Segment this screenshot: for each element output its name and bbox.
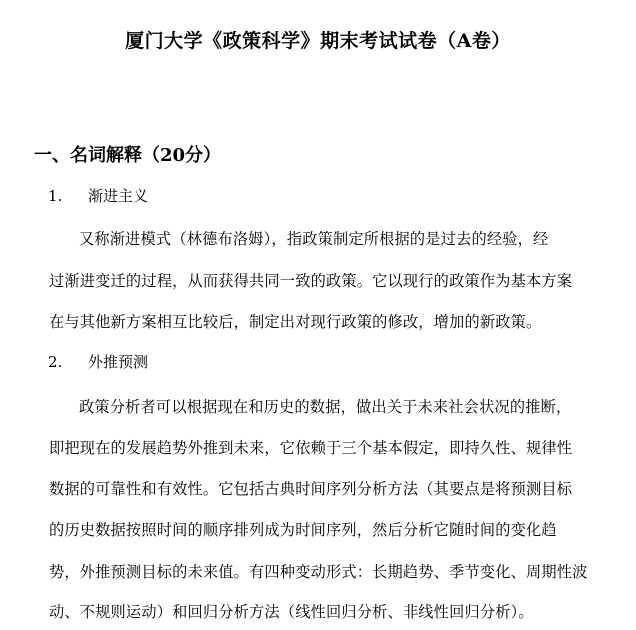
term-heading-2 — [48, 351, 148, 373]
term-number-2: 2. — [48, 353, 63, 371]
term-2-line-1: 政策分析者可以根据现在和历史的数据，做出关于未来社会状况的推断， — [79, 398, 572, 416]
term-name-2: 外推预测 — [88, 353, 149, 371]
term-2-line-4: 的历史数据按照时间的顺序排列成为时间序列，然后分析它随时间的变化趋 — [49, 521, 557, 539]
term-1-line-2: 过渐进变迁的过程，从而获得共同一致的政策。它以现行的政策作为基本方案 — [49, 272, 573, 290]
term-number-1: 1. — [48, 187, 63, 205]
term-2-line-5: 势，外推预测目标的未来值。有四种变动形式：长期趋势、季节变化、周期性波 — [49, 563, 588, 581]
section-heading: 一、名词解释（20分） — [34, 145, 222, 166]
term-2-line-2: 即把现在的发展趋势外推到未来，它依赖于三个基本假定，即持久性、规律性 — [49, 439, 573, 457]
term-name-1: 渐进主义 — [88, 187, 149, 205]
term-2-line-3: 数据的可靠性和有效性。它包括古典时间序列分析方法（其要点是将预测目标 — [49, 480, 573, 498]
document-title: 厦门大学《政策科学》期末考试试卷（A卷） — [125, 30, 511, 52]
term-1-line-3: 在与其他新方案相互比较后，制定出对现行政策的修改，增加的新政策。 — [49, 313, 542, 331]
term-1-line-1: 又称渐进模式（林德布洛姆），指政策制定所根据的是过去的经验，经 — [79, 230, 549, 248]
term-2-line-6: 动、不规则运动）和回归分析方法（线性回归分析、非线性回归分析）。 — [49, 603, 534, 621]
term-heading-1 — [48, 185, 148, 207]
